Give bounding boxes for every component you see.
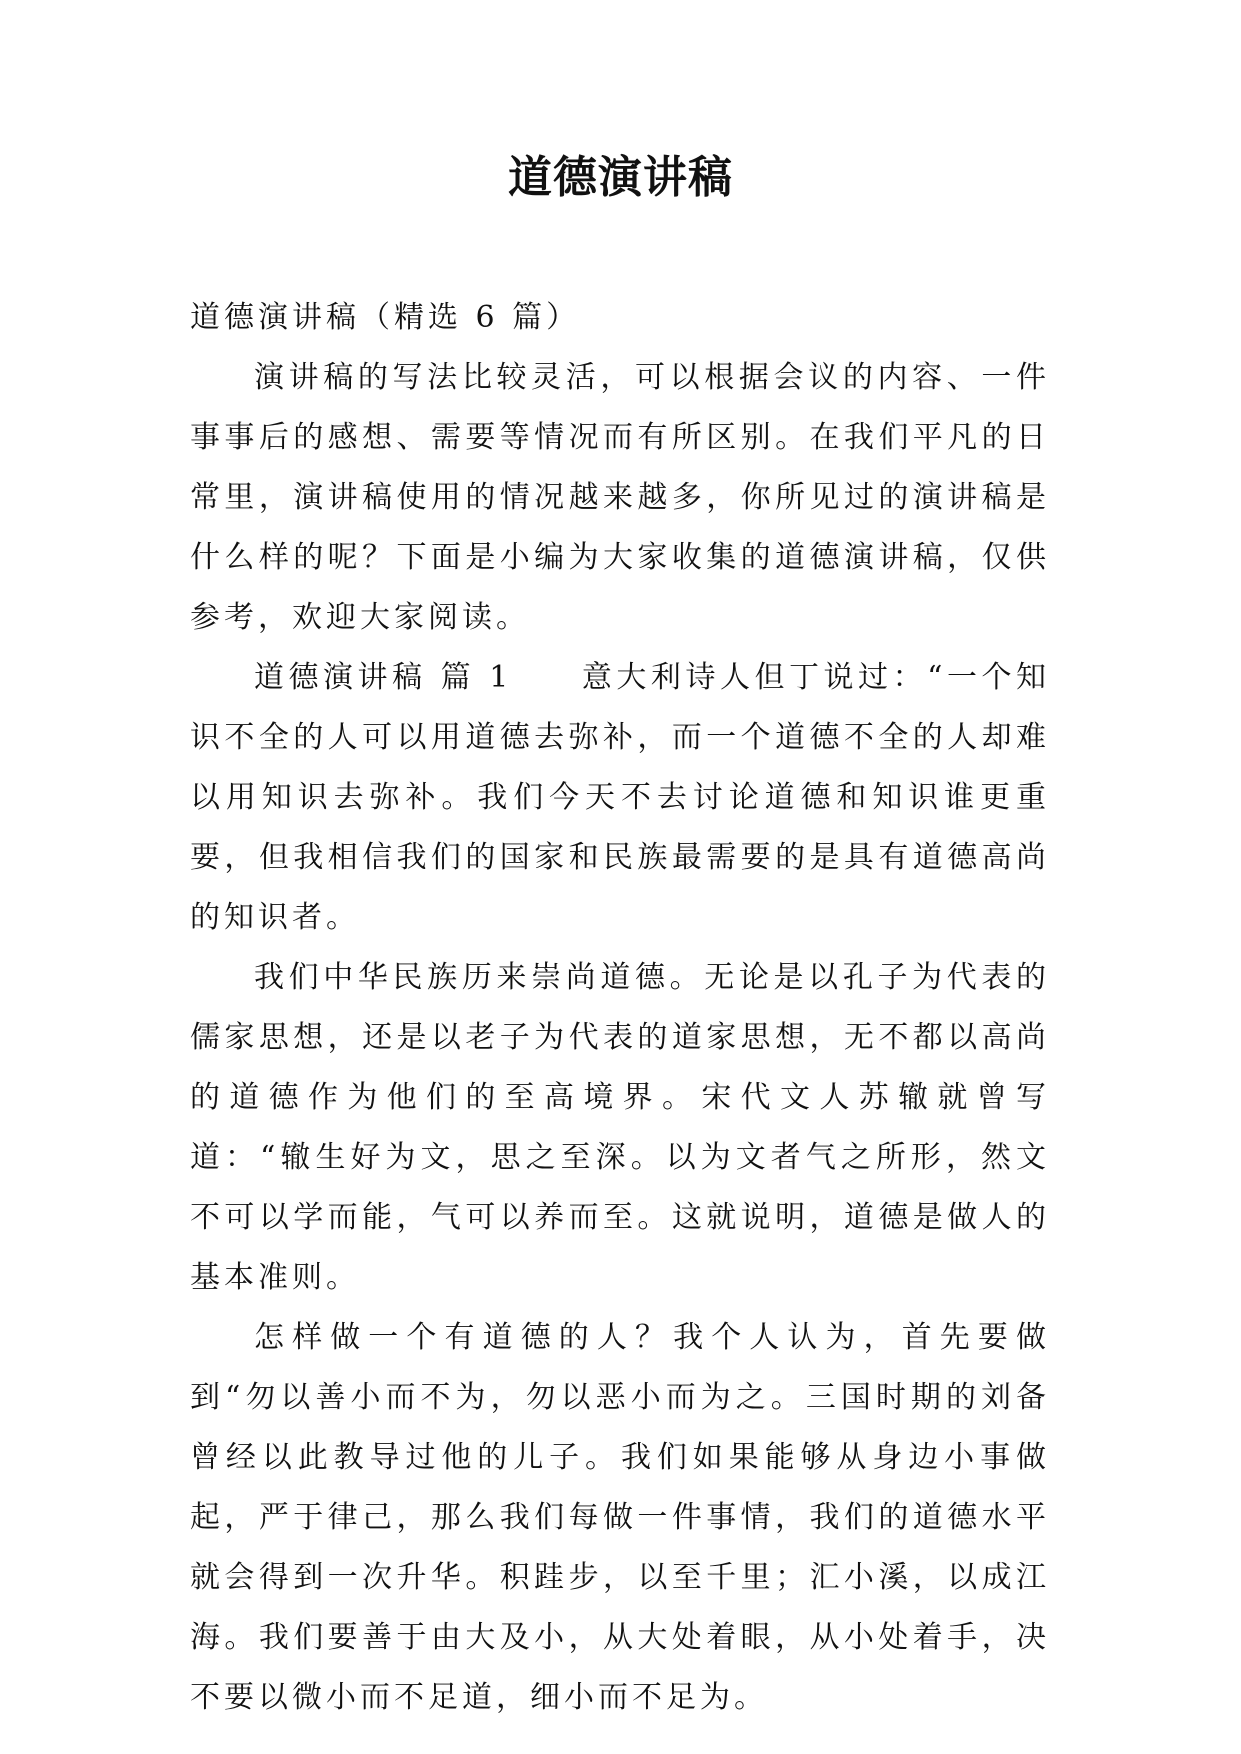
paragraph-3: 怎样做一个有道德的人？我个人认为，首先要做到“勿以善小而不为，勿以恶小而为之。三国时期的刘备曾经以此教导过他的儿子。我们如果能够从身边小事做起，严于律己，那么我们每做一件事情，我们的道德水平就会得到一次升华。积跬步，以至千里；汇小溪，以成江海。我们要善于由大及小，从大处着眼，从小处着手，决不要以微小而不足道，细小而不足为。	[190, 1320, 1050, 1715]
paragraph-1: 道德演讲稿 篇 1 意大利诗人但丁说过：“一个知识不全的人可以用道德去弥补，而一个道德不全的人却难以用知识去弥补。我们今天不去讨论道德和知识谁更重要，但我相信我们的国家和民族最需要的是具有道德高尚的知识者。	[190, 660, 1050, 935]
document-body	[190, 288, 1050, 1728]
paragraph-intro: 演讲稿的写法比较灵活，可以根据会议的内容、一件事事后的感想、需要等情况而有所区别。在我们平凡的日常里，演讲稿使用的情况越来越多，你所见过的演讲稿是什么样的呢？下面是小编为大家收集的道德演讲稿，仅供参考，欢迎大家阅读。	[190, 360, 1050, 635]
document-subtitle: 道德演讲稿（精选 6 篇）	[190, 300, 581, 335]
paragraph-2: 我们中华民族历来崇尚道德。无论是以孔子为代表的儒家思想，还是以老子为代表的道家思想，无不都以高尚的道德作为他们的至高境界。宋代文人苏辙就曾写道：“辙生好为文，思之至深。以为文者气之所形，然文不可以学而能，气可以养而至。这就说明，道德是做人的基本准则。	[190, 960, 1050, 1295]
document-title: 道德演讲稿	[508, 152, 733, 203]
